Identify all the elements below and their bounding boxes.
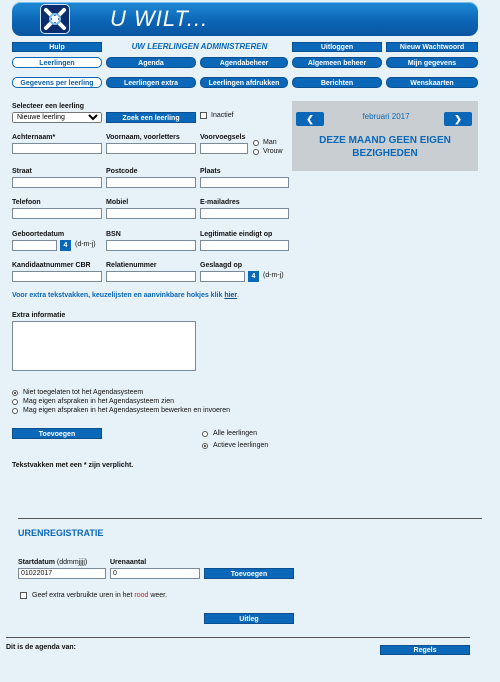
agenda-of-label: Dit is de agenda van:	[6, 644, 77, 651]
prefix-input[interactable]	[200, 143, 248, 154]
prefix-label: Voorvoegsels	[200, 134, 246, 141]
birthdate-format: (d-m-j)	[75, 241, 96, 248]
calendar-month: februari 2017	[362, 112, 410, 121]
hours-count-input[interactable]: 0	[110, 568, 200, 579]
extra-info-textarea[interactable]	[12, 321, 196, 371]
agenda-option-edit-radio[interactable]	[12, 408, 18, 414]
city-input[interactable]	[200, 177, 289, 188]
required-note: Tekstvakken met een * zijn verplicht.	[12, 462, 134, 469]
header-banner	[12, 2, 478, 36]
hours-title: URENREGISTRATIE	[18, 528, 104, 538]
bsn-input[interactable]	[106, 240, 196, 251]
lastname-input[interactable]	[12, 143, 102, 154]
relation-label: Relatienummer	[106, 262, 157, 269]
app-title: U WILT...	[110, 6, 209, 31]
tab-mijn-gegevens[interactable]: Mijn gegevens	[386, 57, 478, 68]
rules-button[interactable]: Regels	[380, 645, 470, 655]
tab-leerlingen-afdrukken[interactable]: Leerlingen afdrukken	[200, 77, 288, 88]
student-select[interactable]	[12, 112, 102, 123]
extra-fields-note: Voor extra tekstvakken, keuzelijsten en aanvinkbare hokjes klik hier.	[12, 292, 240, 299]
gender-female-label: Vrouw	[263, 148, 283, 155]
inactive-label: Inactief	[211, 112, 234, 119]
gender-male-radio[interactable]	[253, 140, 259, 146]
inactive-checkbox[interactable]	[200, 112, 207, 119]
filter-all-radio[interactable]	[202, 431, 208, 437]
tab-gegevens-per-leerling[interactable]: Gegevens per leerling	[12, 77, 102, 88]
footer-divider	[6, 637, 470, 638]
agenda-option-none-radio[interactable]	[12, 390, 18, 396]
filter-all-label: Alle leerlingen	[213, 430, 257, 437]
agenda-option-view-radio[interactable]	[12, 399, 18, 405]
birthdate-label: Geboortedatum	[12, 231, 65, 238]
mobile-input[interactable]	[106, 208, 196, 219]
start-date-label: Startdatum (ddmmjjjj)	[18, 559, 88, 566]
agenda-option-none-label: Niet toegelaten tot het Agendasysteem	[23, 389, 144, 396]
agenda-option-view-label: Mag eigen afspraken in het Agendasysteem zien	[23, 398, 174, 405]
cbr-label: Kandidaatnummer CBR	[12, 262, 91, 269]
city-label: Plaats	[200, 168, 221, 175]
phone-input[interactable]	[12, 208, 102, 219]
lastname-label: Achternaam*	[12, 134, 56, 141]
birthdate-input[interactable]	[12, 240, 57, 251]
agenda-option-edit-label: Mag eigen afspraken in het Agendasysteem bewerken en invoeren	[23, 407, 231, 414]
hours-count-label: Urenaantal	[110, 559, 147, 566]
logout-button[interactable]: Uitloggen	[292, 42, 382, 52]
section-divider	[18, 518, 482, 519]
tab-agendabeheer[interactable]: Agendabeheer	[200, 57, 288, 68]
bsn-label: BSN	[106, 231, 121, 238]
explain-button[interactable]: Uitleg	[204, 613, 294, 624]
firstname-label: Voornaam, voorletters	[106, 134, 180, 141]
search-student-button[interactable]: Zoek een leerling	[106, 112, 196, 123]
extra-fields-link[interactable]: hier	[224, 292, 238, 299]
add-hours-button[interactable]: Toevoegen	[204, 568, 294, 579]
relation-input[interactable]	[106, 271, 196, 282]
tab-agenda[interactable]: Agenda	[106, 57, 196, 68]
id-expiry-label: Legitimatie eindigt op	[200, 231, 273, 238]
tab-berichten[interactable]: Berichten	[292, 77, 382, 88]
calendar-prev-button[interactable]: ❮	[296, 112, 324, 126]
passed-on-input[interactable]	[200, 271, 245, 282]
calendar-message: DEZE MAAND GEEN EIGEN BEZIGHEDEN	[319, 135, 451, 159]
extra-info-label: Extra informatie	[12, 312, 66, 319]
extra-fields-text: Voor extra tekstvakken, keuzelijsten en aanvinkbare hokjes klik	[12, 292, 223, 299]
email-label: E-mailadres	[200, 199, 240, 206]
filter-active-radio[interactable]	[202, 443, 208, 449]
page-heading: UW LEERLINGEN ADMINISTREREN	[131, 42, 268, 51]
passed-on-calendar-icon[interactable]: 4	[248, 271, 259, 282]
filter-active-label: Actieve leerlingen	[213, 442, 269, 449]
postcode-label: Postcode	[106, 168, 138, 175]
start-date-input[interactable]: 01022017	[18, 568, 106, 579]
logo-icon	[41, 5, 69, 33]
tab-leerlingen[interactable]: Leerlingen	[12, 57, 102, 68]
add-student-button[interactable]: Toevoegen	[12, 428, 102, 439]
tab-algemeen-beheer[interactable]: Algemeen beheer	[292, 57, 382, 68]
passed-on-label: Geslaagd op	[200, 262, 243, 269]
birthdate-calendar-icon[interactable]: 4	[60, 240, 71, 251]
email-input[interactable]	[200, 208, 289, 219]
tab-leerlingen-extra[interactable]: Leerlingen extra	[106, 77, 196, 88]
gender-female-radio[interactable]	[253, 149, 259, 155]
firstname-input[interactable]	[106, 143, 196, 154]
phone-label: Telefoon	[12, 199, 41, 206]
gender-male-label: Man	[263, 139, 277, 146]
calendar-next-button[interactable]: ❯	[444, 112, 472, 126]
passed-on-format: (d-m-j)	[263, 272, 284, 279]
select-student-label: Selecteer een leerling	[12, 103, 84, 110]
id-expiry-input[interactable]	[200, 240, 289, 251]
postcode-input[interactable]	[106, 177, 196, 188]
street-input[interactable]	[12, 177, 102, 188]
street-label: Straat	[12, 168, 32, 175]
mobile-label: Mobiel	[106, 199, 129, 206]
help-button[interactable]: Hulp	[12, 42, 102, 52]
app-logo	[40, 4, 70, 34]
extra-hours-checkbox[interactable]	[20, 592, 27, 599]
cbr-input[interactable]	[12, 271, 102, 282]
tab-wenskaarten[interactable]: Wenskaarten	[386, 77, 478, 88]
extra-hours-label: Geef extra verbruikte uren in het rood weer.	[32, 592, 168, 599]
new-password-button[interactable]: Nieuw Wachtwoord	[386, 42, 478, 52]
